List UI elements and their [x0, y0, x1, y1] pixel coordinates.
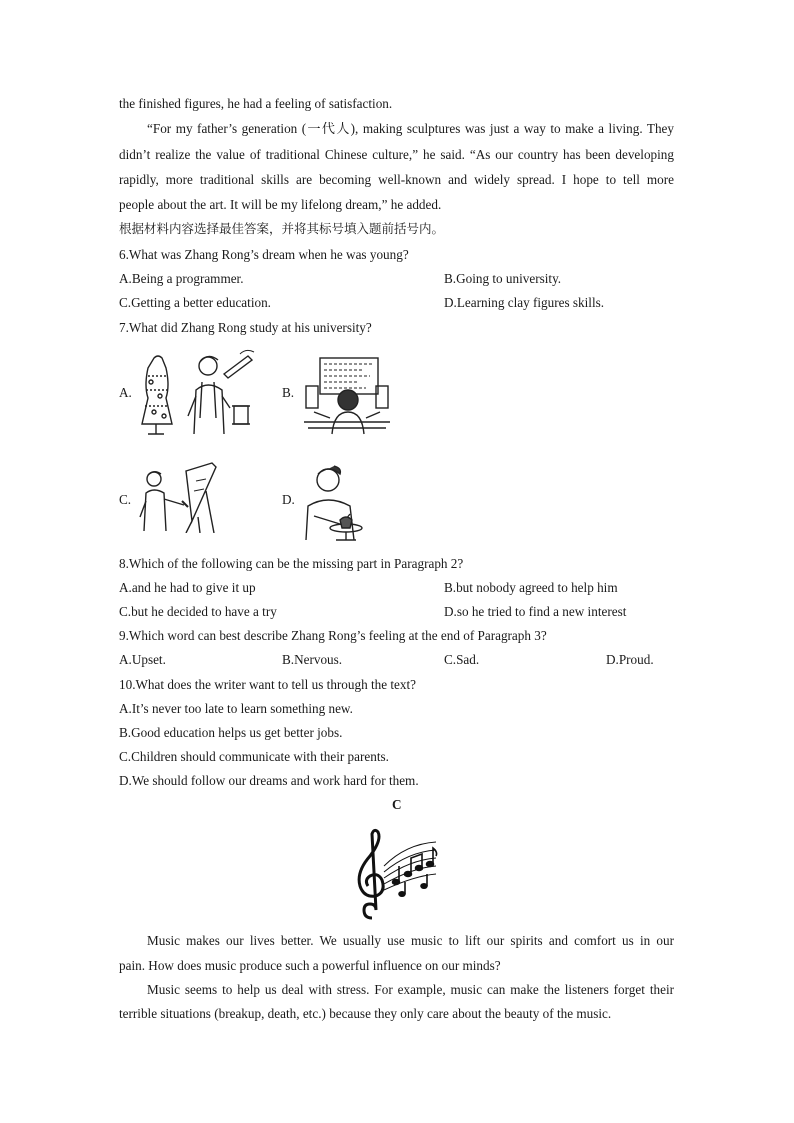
question-stem: 8.Which of the following can be the missing part in Paragraph 2? [119, 556, 464, 571]
option-c[interactable]: C.but he decided to have a try [119, 604, 277, 619]
passage-line: “For my father’s generation (一代人), making sculptures was just a way to make a living. They [147, 121, 674, 136]
question-stem: 6.What was Zhang Rong’s dream when he was young? [119, 247, 409, 262]
music-notes-icon [350, 826, 438, 922]
option-a[interactable]: A. [119, 385, 132, 400]
instruction-text: 根据材料内容选择最佳答案，并将其标号填入题前括号内。 [119, 221, 445, 236]
option-b[interactable]: B.Going to university. [444, 271, 562, 286]
computer-programming-icon[interactable] [304, 356, 390, 438]
passage-line: Music seems to help us deal with stress. For example, music can make the listeners forget their [147, 982, 674, 997]
option-d[interactable]: D.We should follow our dreams and work hard for them. [119, 773, 419, 788]
passage-line: terrible situations (breakup, death, etc.) because they only care about the beauty of the music. [119, 1006, 612, 1021]
passage-line: rapidly, more traditional skills are becoming well-known and widely spread. I hope to tell more [119, 172, 674, 187]
passage-line: people about the art. It will be my lifelong dream,” he added. [119, 197, 442, 212]
passage-line: Music makes our lives better. We usually use music to lift our spirits and comfort us in our [147, 933, 674, 948]
option-c[interactable]: C.Getting a better education. [119, 295, 271, 310]
passage-line: the finished figures, he had a feeling of satisfaction. [119, 96, 393, 111]
question-stem: 7.What did Zhang Rong study at his university? [119, 320, 372, 335]
option-c[interactable]: C. [119, 492, 132, 507]
option-b[interactable]: B.but nobody agreed to help him [444, 580, 618, 595]
option-d[interactable]: D.Learning clay figures skills. [444, 295, 605, 310]
option-b[interactable]: B.Good education helps us get better jobs. [119, 725, 343, 740]
option-c[interactable]: C.Children should communicate with their parents. [119, 749, 389, 764]
passage-line: pain. How does music produce such a powerful influence on our minds? [119, 958, 501, 973]
question-stem: 9.Which word can best describe Zhang Rong’s feeling at the end of Paragraph 3? [119, 628, 547, 643]
option-b[interactable]: B.Nervous. [282, 652, 343, 667]
option-d[interactable]: D.Proud. [606, 652, 654, 667]
option-a[interactable]: A.and he had to give it up [119, 580, 256, 595]
option-d[interactable]: D. [282, 492, 295, 507]
option-a[interactable]: A.Being a programmer. [119, 271, 244, 286]
painting-icon[interactable] [136, 461, 220, 533]
option-a[interactable]: A.It’s never too late to learn something new. [119, 701, 353, 716]
passage-line: didn’t realize the value of traditional Chinese culture,” he said. “As our country has been developing [119, 147, 674, 162]
option-c[interactable]: C.Sad. [444, 652, 480, 667]
option-a[interactable]: A.Upset. [119, 652, 166, 667]
question-stem: 10.What does the writer want to tell us through the text? [119, 677, 417, 692]
option-d[interactable]: D.so he tried to find a new interest [444, 604, 627, 619]
clay-sculpting-icon[interactable] [300, 464, 370, 542]
fashion-design-icon[interactable] [136, 346, 260, 438]
option-b[interactable]: B. [282, 385, 295, 400]
section-heading: C [392, 797, 402, 812]
